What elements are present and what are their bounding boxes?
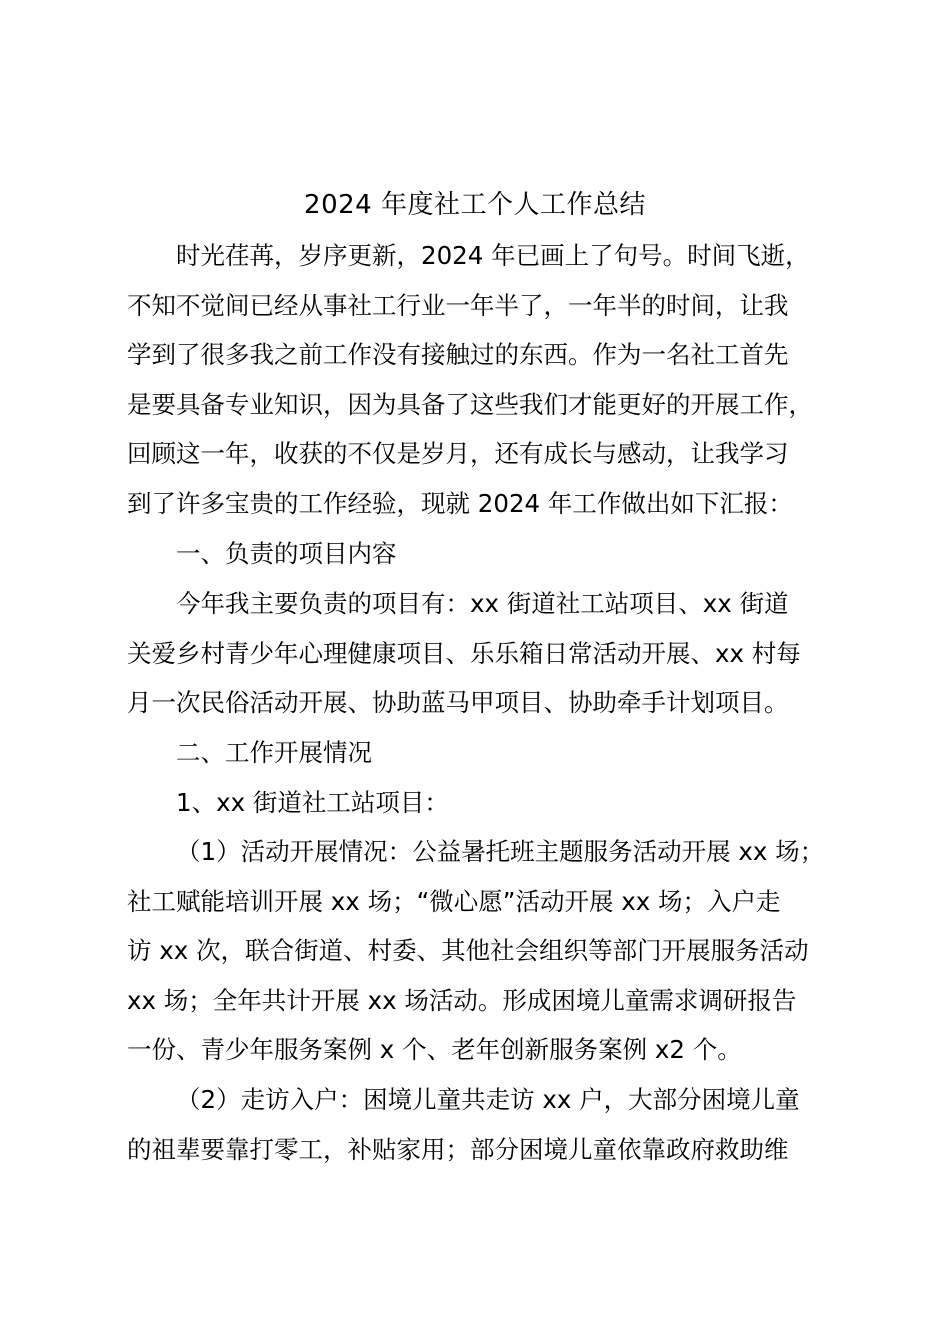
paragraph-line-15: （2）走访入户：困境儿童共走访 xx 户，大部分困境儿童	[176, 1085, 800, 1114]
section-heading-1: 一、负责的项目内容	[176, 539, 397, 568]
paragraph-line-7: 今年我主要负责的项目有：xx 街道社工站项目、xx 街道	[176, 589, 789, 618]
subsection-heading-1: 1、xx 街道社工站项目：	[176, 788, 449, 817]
paragraph-line-10: （1）活动开展情况：公益暑托班主题服务活动开展 xx 场；	[176, 837, 825, 866]
paragraph-line-4: 是要具备专业知识，因为具备了这些我们才能更好的开展工作，	[127, 390, 813, 419]
paragraph-line-11: 社工赋能培训开展 xx 场；“微心愿”活动开展 xx 场；入户走	[127, 887, 781, 916]
paragraph-line-16: 的祖辈要靠打零工，补贴家用；部分困境儿童依靠政府救助维	[127, 1135, 789, 1164]
section-heading-2: 二、工作开展情况	[176, 738, 372, 767]
paragraph-line-9: 月一次民俗活动开展、协助蓝马甲项目、协助牵手计划项目。	[127, 688, 789, 717]
paragraph-line-12: 访 xx 次，联合街道、村委、其他社会组织等部门开展服务活动	[127, 936, 809, 965]
paragraph-line-6: 到了许多宝贵的工作经验，现就 2024 年工作做出如下汇报：	[127, 489, 793, 518]
paragraph-line-5: 回顾这一年，收获的不仅是岁月，还有成长与感动，让我学习	[127, 439, 789, 468]
paragraph-line-8: 关爱乡村青少年心理健康项目、乐乐箱日常活动开展、xx 村每	[127, 639, 801, 668]
paragraph-line-2: 不知不觉间已经从事社工行业一年半了，一年半的时间，让我	[127, 291, 789, 320]
paragraph-line-14: 一份、青少年服务案例 x 个、老年创新服务案例 x2 个。	[127, 1035, 742, 1064]
paragraph-line-3: 学到了很多我之前工作没有接触过的东西。作为一名社工首先	[127, 340, 789, 369]
paragraph-line-1: 时光荏苒，岁序更新，2024 年已画上了句号。时间飞逝，	[176, 241, 810, 270]
document-title: 2024 年度社工个人工作总结	[304, 190, 646, 220]
paragraph-line-13: xx 场；全年共计开展 xx 场活动。形成困境儿童需求调研报告	[127, 986, 797, 1015]
